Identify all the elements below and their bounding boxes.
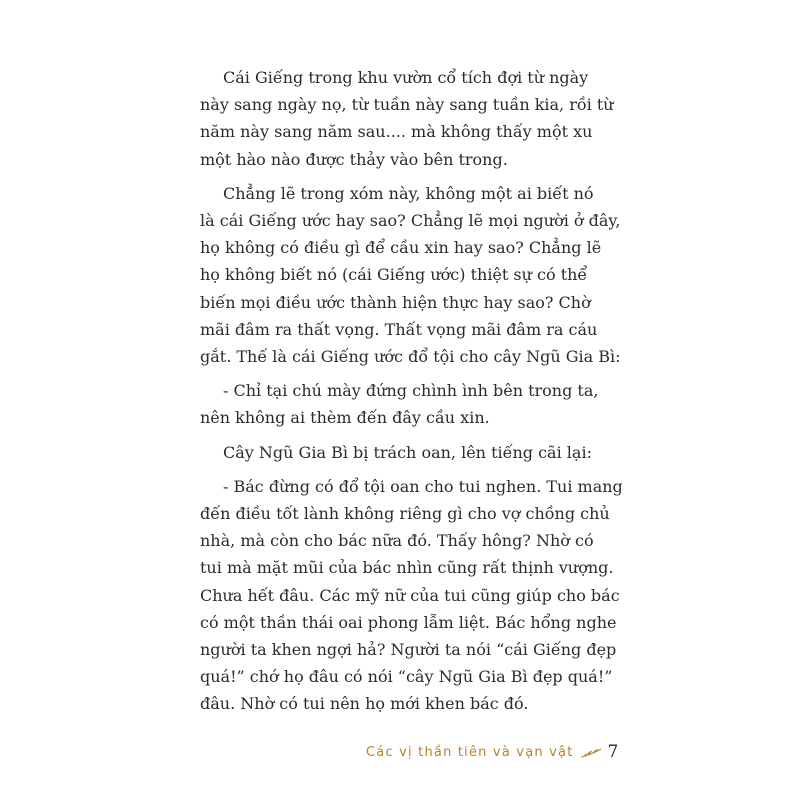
paragraph	[200, 473, 623, 718]
text-line: quá!” chớ họ đâu có nói “cây Ngũ Gia Bì đẹp quá!”	[200, 667, 613, 687]
running-title: Các vị thần tiên và vạn vật	[366, 744, 574, 760]
paragraph	[200, 377, 610, 431]
paragraph	[200, 439, 610, 466]
text-line: Chẳng lẽ trong xóm này, không một ai biết nó	[223, 183, 594, 203]
page-footer	[366, 740, 618, 764]
text-line: là cái Giếng ước hay sao? Chẳng lẽ mọi người ở đây,	[200, 211, 621, 231]
text-line: họ không biết nó (cái Giếng ước) thiệt sự có thể	[200, 265, 588, 285]
text-line: nhà, mà còn cho bác nữa đó. Thấy hông? Nhờ có	[200, 531, 594, 551]
text-line: một hào nào được thảy vào bên trong.	[200, 149, 508, 169]
text-line: đến điều tốt lành không riêng gì cho vợ chồng chủ	[200, 504, 610, 524]
text-line: năm này sang năm sau.... mà không thấy một xu	[200, 122, 593, 142]
text-line: họ không có điều gì để cầu xin hay sao? Chẳng lẽ	[200, 238, 602, 258]
text-line: nên không ai thèm đến đây cầu xin.	[200, 408, 490, 428]
text-line: này sang ngày nọ, từ tuần này sang tuần kia, rồi từ	[200, 95, 614, 115]
text-line: có một thần thái oai phong lẫm liệt. Bác hổng nghe	[200, 612, 617, 632]
paragraph	[200, 64, 614, 173]
text-line: Chưa hết đâu. Các mỹ nữ của tui cũng giúp cho bác	[200, 585, 620, 605]
text-line: Cái Giếng trong khu vườn cổ tích đợi từ ngày	[223, 68, 589, 87]
text-line: người ta khen ngợi hả? Người ta nói “cái Giếng đẹp	[200, 640, 617, 660]
paragraph	[200, 180, 621, 370]
text-line: tui mà mặt mũi của bác nhìn cũng rất thịnh vượng.	[200, 558, 614, 578]
leaf-ornament-icon	[580, 745, 602, 759]
text-line: gắt. Thế là cái Giếng ước đổ tội cho cây Ngũ Gia Bì:	[200, 347, 621, 367]
text-line: - Bác đừng có đổ tội oan cho tui nghen. Tui mang	[223, 476, 623, 496]
text-line: biến mọi điều ước thành hiện thực hay sao? Chờ	[200, 292, 591, 312]
text-line: - Chỉ tại chú mày đứng chình ình bên trong ta,	[223, 381, 599, 401]
text-line: Cây Ngũ Gia Bì bị trách oan, lên tiếng cãi lại:	[223, 442, 592, 462]
text-line: đâu. Nhờ có tui nên họ mới khen bác đó.	[200, 694, 529, 714]
page-number: 7	[607, 742, 619, 762]
text-line: mãi đâm ra thất vọng. Thất vọng mãi đâm ra cáu	[200, 319, 598, 339]
page-body-text	[200, 64, 623, 718]
